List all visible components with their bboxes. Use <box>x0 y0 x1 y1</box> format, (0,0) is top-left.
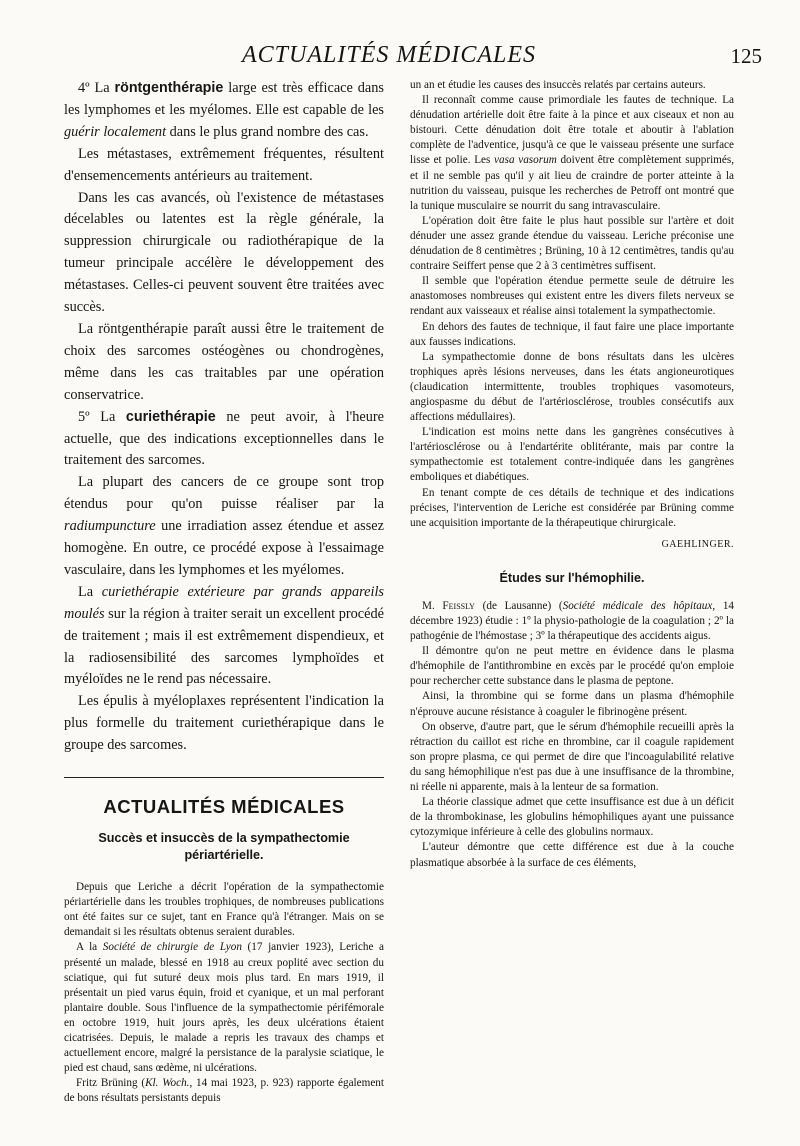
text-run: , 14 décembre 1923) étudie : 1º la physio-pathologie de la coagulation ; 2º la pathogénie de l'hémostase ; 3º la thérapeutique des accidents aigus. <box>410 599 734 643</box>
text-run: Les <box>470 154 495 167</box>
text-run: A la <box>76 941 103 954</box>
text-italic: guérir localement <box>64 123 167 140</box>
section-divider <box>64 777 384 778</box>
text-run: La <box>78 583 102 600</box>
right-column <box>410 78 734 1132</box>
paragraph <box>64 407 384 473</box>
text-italic: Société de chirurgie de Lyon <box>102 941 242 954</box>
paragraph: L'auteur démontre que cette différence est due à la couche plasmatique absorbée à la surface de ces éléments, <box>410 841 734 869</box>
paragraph <box>64 582 384 692</box>
page-header <box>62 40 772 72</box>
text-italic: radiumpuncture <box>64 518 156 535</box>
paragraph: En tenant compte de ces détails de technique et des indications précises, l'intervention de Leriche est considérée par Brüning comme une acquisition importante de la thérapeutique chirurgicale. <box>410 486 734 529</box>
sympathectomy-article <box>64 880 384 1106</box>
sarcoma-conclusions <box>64 78 384 757</box>
text-italic: vasa vasorum <box>494 154 557 167</box>
paragraph: En dehors des fautes de technique, il faut faire une place importante aux fausses indications. <box>410 320 734 348</box>
paragraph: Les métastases, extrêmement fréquentes, résultent d'ensemencements antérieurs au traitement. <box>64 145 384 184</box>
text-run: (17 janvier 1923), Leriche a présenté un malade, blessé en 1918 au creux poplité avec section du sciatique, qui fut suturé deux mois plus tard. En mars 1919, il présentait un pied varus équin, froid et cyanique, et un mal perforant plantaire double. Sous l'influence de la sympathectomie périfémorale en octobre 1919, huit jours après, les deux ulcérations étaient cicatrisées. Depuis, le malade a repris les travaux des champs et actuellement encore, malgré la persistance de la paralysie sciatique, le pied est chaud, sans œdème, ni ulcérations. <box>64 941 384 1075</box>
paragraph: La théorie classique admet que cette insuffisance est due à un déficit de la thrombokinase, les globulins hémophiliques ayant une puissance cytozymique inférieure à celle des globulins normaux. <box>410 796 734 839</box>
left-column <box>64 78 384 1132</box>
text-run: 5º La <box>78 408 126 425</box>
text-run: M. <box>422 599 443 612</box>
article-title: Succès et insuccès de la sympathectomie périartérielle. <box>98 831 350 863</box>
author-signature: GAEHLINGER. <box>661 538 734 550</box>
paragraph <box>64 472 384 582</box>
sympathectomy-article-continued <box>410 78 734 552</box>
paragraph: Dans les cas avancés, où l'existence de métastases décelables ou latentes est la règle générale, la suppression chirurgicale ou radiothérapique de la tumeur principale accélère le développement des métastases. Celles-ci peuvent souvent être traitées avec succès. <box>64 189 384 316</box>
paragraph: La sympathectomie donne de bons résultats dans les ulcères trophiques après lésions nerveuses, dans les états angioneurotiques (claudication intermittente, troubles trophiques vasomoteurs, angiospasme du début de l'artériosclérose, troubles consécutifs aux affections médullaires). <box>410 350 734 424</box>
text-run: une irradiation assez étendue et assez homogène. En outre, ce procédé expose à l'essaimage vasculaire, dans les lymphomes et les myélomes. <box>64 518 384 578</box>
paragraph <box>64 940 384 1076</box>
text-run: ne peut avoir, à l'heure actuelle, que des indications exceptionnelles dans le traitement des sarcomes. <box>64 408 384 469</box>
paragraph: L'opération doit être faite le plus haut possible sur l'artère et doit dénuder une assez grande étendue du vaisseau. Leriche préconise une dénudation de 8 centimètres ; Brüning, 10 à 12 centimètres, tandis qu'au contraire Seiffert pense que 2 à 3 centimètres suffisent. <box>410 214 734 273</box>
text-run: , 14 mai 1923, p. 923) rapporte également de bons résultats persistants depuis <box>64 1077 384 1105</box>
page-number: 125 <box>730 44 762 68</box>
paragraph: L'indication est moins nette dans les gangrènes consécutives à l'artériosclérose ou à l'endartérite oblitérante, mais par contre la sympathectomie est totalement contre-indiquée dans les gangrènes emboliques et diabétiques. <box>410 426 734 484</box>
text-italic: Kl. Woch. <box>145 1077 190 1090</box>
paragraph <box>64 1076 384 1106</box>
text-run: dans le plus grand nombre des cas. <box>166 123 369 140</box>
paragraph <box>64 78 384 144</box>
hemophilia-article <box>410 599 734 871</box>
paragraph: un an et étudie les causes des insuccès relatés par certains auteurs. <box>410 79 706 91</box>
paragraph <box>410 599 734 644</box>
paragraph: On observe, d'autre part, que le sérum d'hémophile recueilli après la rétraction du caillot est riche en thrombine, car il coagule rapidement son propre plasma, ce qui permet de dire que l'incoagulabilité relative du sang hémophilique n'est pas due à une insuffisance de la thrombine, ni réelle ni apparente, mais à la lenteur de sa formation. <box>410 720 734 794</box>
text-run: large est très efficace dans les lymphomes et les myélomes. Elle est capable de les <box>64 80 384 118</box>
text-italic: Société médicale des hôpitaux <box>562 599 713 612</box>
paragraph: Il démontre qu'on ne peut mettre en évidence dans le plasma d'hémophile de l'antithrombine en excès par le procédé qu'on emploie pour rechercher cette substance dans le plasma de peptone. <box>410 645 734 688</box>
paragraph: Depuis que Leriche a décrit l'opération de la sympathectomie périartérielle dans les troubles trophiques, de nombreuses publications ont été faites sur ce sujet, tant en France qu'à l'étranger. Mais on se demandait si les résultats obtenus seraient durables. <box>64 881 384 939</box>
paragraph <box>410 93 734 214</box>
section-title: ACTUALITÉS MÉDICALES <box>103 796 345 818</box>
text-run: sur la région à traiter serait un excellent procédé de traitement ; mais il est extrêmement dispendieux, et la radiosensibilité des sarcomes lymphoïdes et myéloïdes ne le rend pas nécessaire. <box>64 605 384 688</box>
text-run: Il reconnaît comme cause primordiale les fautes de technique. La dénudation artérielle doit être faite à la pince et aux ciseaux et non au bistouri. Cette dénudation doit être totale et aboutir à l'ablation complète de l'adventice, jusqu'à ce que le vaisseau présente une surface lisse et polie. <box>410 94 734 167</box>
text-italic: curiethérapie extérieure par grands appareils moulés <box>64 583 384 622</box>
text-run: La plupart des cancers de ce groupe sont trop étendus pour qu'on puisse réaliser par la <box>64 474 384 513</box>
paragraph: Ainsi, la thrombine qui se forme dans un plasma d'hémophile n'éprouve aucune résistance à coaguler le fibrinogène présent. <box>410 690 734 718</box>
term-bold: curiethérapie <box>125 408 216 425</box>
text-run: Fritz Brüning ( <box>76 1077 146 1090</box>
author-name: Feissly <box>442 599 475 612</box>
running-title: ACTUALITÉS MÉDICALES <box>242 42 537 68</box>
paragraph: Les épulis à myéloplaxes représentent l'indication la plus formelle du traitement curiethérapique dans le groupe des sarcomes. <box>64 693 384 754</box>
term-bold: röntgenthérapie <box>114 80 224 96</box>
text-run: 4º La <box>78 80 115 96</box>
text-run: (de Lausanne) ( <box>474 599 563 612</box>
paragraph: Il semble que l'opération étendue permette seule de détruire les anastomoses nombreuses qui existent entre les divers filets nerveux se rendant aux vaisseaux et réalise ainsi totalement la sympathectomie. <box>410 275 734 318</box>
article-title: Études sur l'hémophilie. <box>499 570 645 585</box>
paragraph: La röntgenthérapie paraît aussi être le traitement de choix des sarcomes ostéogènes ou chondrogènes, même dans les cas traitables par une opération conservatrice. <box>64 320 384 403</box>
text-run: doivent être complètement supprimés, et il ne semble pas qu'il y ait lieu de craindre de porter atteinte à la nutrition du vaisseau, puisque les recherches de Petroff ont montré que la tunique musculaire se nourrit du sang intravasculaire. <box>410 154 734 212</box>
